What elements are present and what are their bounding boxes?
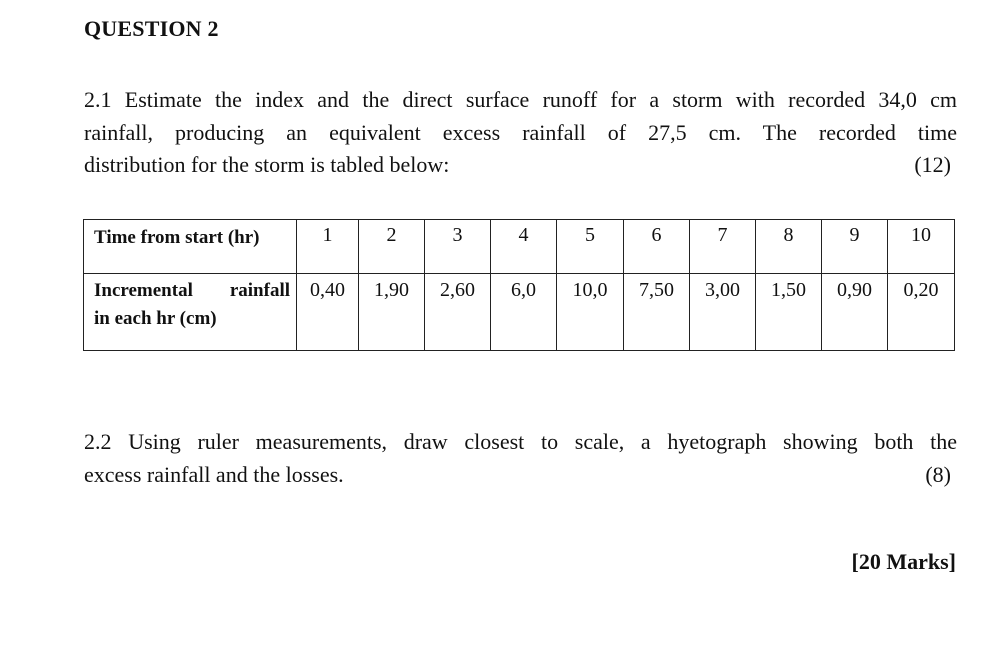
rainfall-table (83, 219, 955, 351)
time-cell: 10 (888, 220, 955, 274)
time-cell: 5 (557, 220, 624, 274)
rainfall-cell: 1,50 (756, 274, 822, 351)
q21-line-1: 2.1 Estimate the index and the direct surface runoff for a storm with recorded 34,0 cm (84, 87, 957, 112)
rainfall-row-header-line-1: Incremental rainfall (94, 280, 290, 301)
time-row-header: Time from start (hr) (84, 220, 297, 274)
time-cell: 1 (297, 220, 359, 274)
time-cell: 4 (491, 220, 557, 274)
q22-line-2 (84, 459, 957, 492)
rainfall-cell: 3,00 (690, 274, 756, 351)
time-cell: 8 (756, 220, 822, 274)
time-cell: 9 (822, 220, 888, 274)
q21-marks: (12) (914, 152, 951, 177)
q21-line-3-text: distribution for the storm is tabled below: (84, 152, 450, 177)
rainfall-cell: 0,20 (888, 274, 955, 351)
rainfall-cell: 1,90 (359, 274, 425, 351)
rainfall-row-header (84, 274, 297, 351)
total-marks: [20 Marks] (851, 549, 956, 574)
q22-line-1: 2.2 Using ruler measurements, draw closest to scale, a hyetograph showing both the (84, 429, 957, 454)
rainfall-cell: 0,40 (297, 274, 359, 351)
q21-line-3 (84, 149, 957, 182)
rainfall-cell: 2,60 (425, 274, 491, 351)
time-cell: 3 (425, 220, 491, 274)
rainfall-cell: 0,90 (822, 274, 888, 351)
question-heading: QUESTION 2 (84, 16, 219, 41)
rainfall-cell: 7,50 (624, 274, 690, 351)
q21-line-2: rainfall, producing an equivalent excess rainfall of 27,5 cm. The recorded time (84, 119, 957, 145)
time-cell: 7 (690, 220, 756, 274)
rainfall-cell: 6,0 (491, 274, 557, 351)
q22-line-2-text: excess rainfall and the losses. (84, 461, 344, 487)
time-cell: 2 (359, 220, 425, 274)
q22-marks: (8) (925, 461, 951, 487)
rainfall-cell: 10,0 (557, 274, 624, 351)
time-cell: 6 (624, 220, 690, 274)
question-2-1-text (84, 84, 957, 182)
rainfall-row (84, 274, 955, 351)
time-row (84, 220, 955, 274)
question-2-2-text (84, 426, 957, 491)
rainfall-row-header-line-2: in each hr (cm) (94, 308, 217, 329)
